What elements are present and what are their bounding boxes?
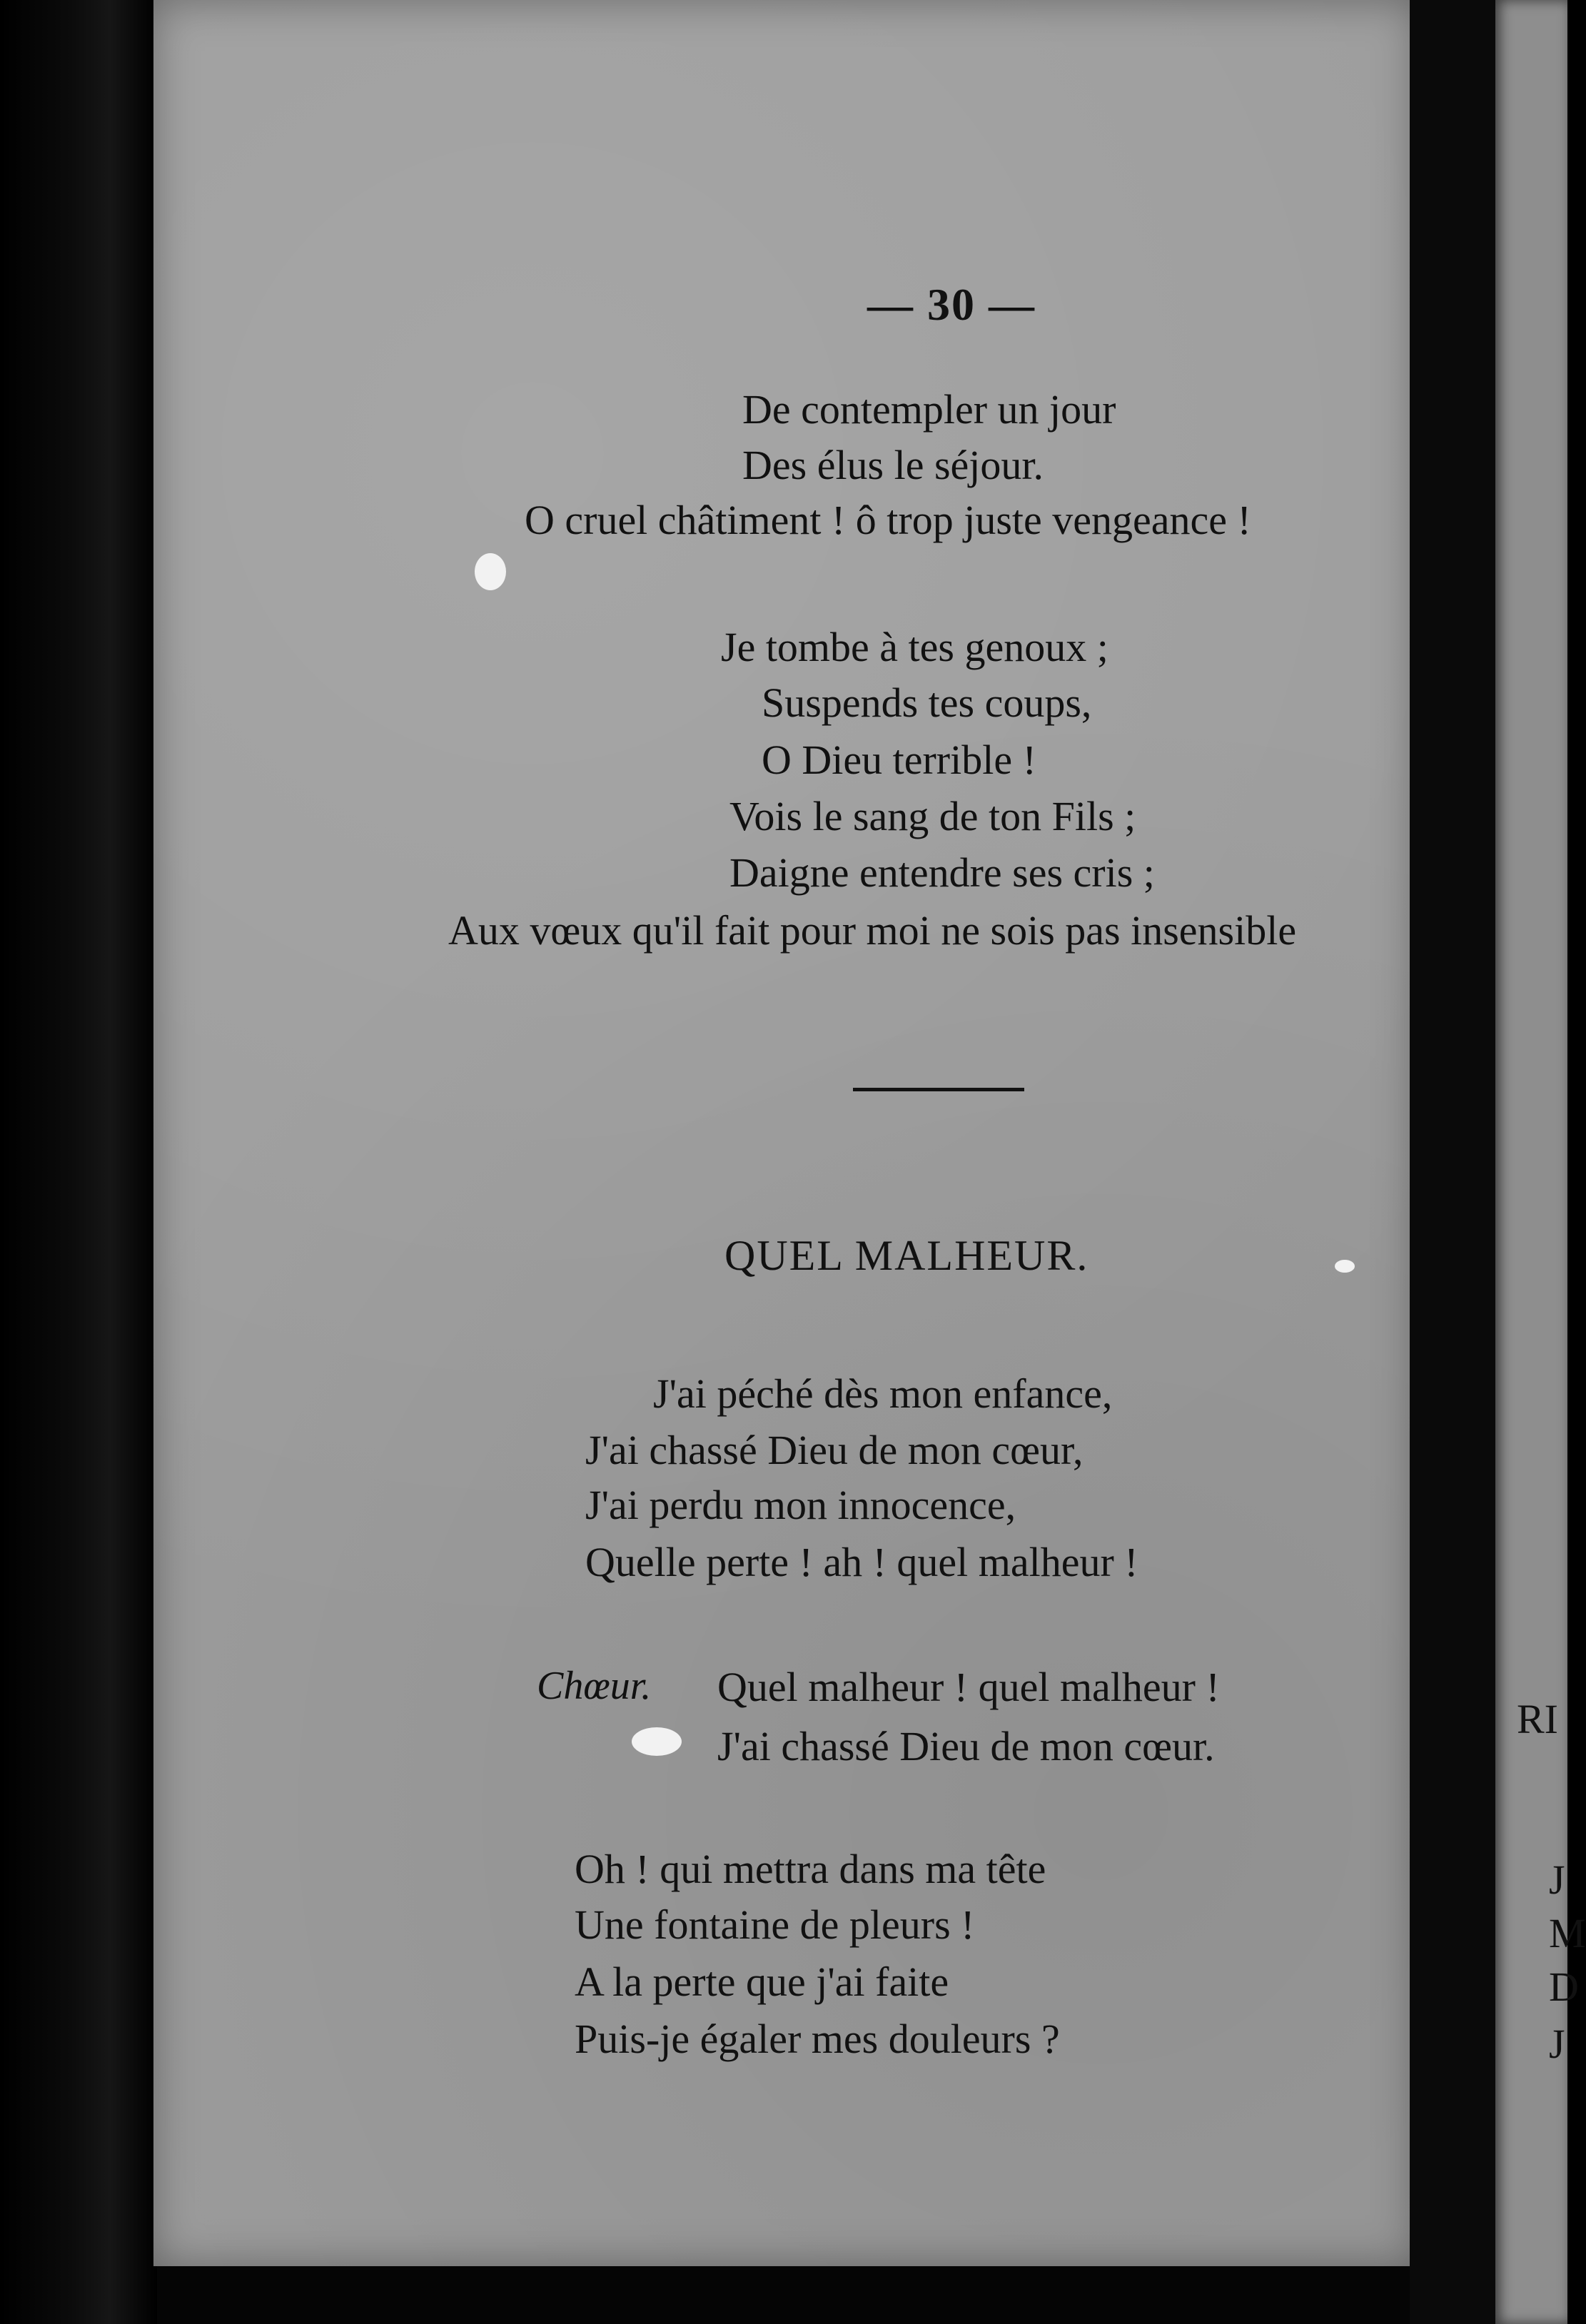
page-number: — 30 — xyxy=(867,279,1036,330)
verse-line: Vois le sang de ton Fils ; xyxy=(729,793,1136,839)
verse-line: A la perte que j'ai faite xyxy=(575,1959,949,2005)
paper-damage-spot xyxy=(632,1727,682,1756)
verse-line: Je tombe à tes genoux ; xyxy=(721,624,1108,670)
verse-line: Une fontaine de pleurs ! xyxy=(575,1901,975,1948)
verse-line: J'ai perdu mon innocence, xyxy=(585,1482,1016,1528)
adjacent-page-fragment: J xyxy=(1549,2021,1565,2067)
verse-line: O Dieu terrible ! xyxy=(762,737,1036,783)
section-title: QUEL MALHEUR. xyxy=(724,1232,1089,1279)
chorus-line: Quel malheur ! quel malheur ! xyxy=(717,1664,1220,1710)
verse-line: Des élus le séjour. xyxy=(742,442,1044,488)
chorus-label: Chœur. xyxy=(537,1664,652,1708)
left-binding-edge xyxy=(0,0,157,2324)
verse-line: Oh ! qui mettra dans ma tête xyxy=(575,1846,1046,1892)
adjacent-page-fragment: RI xyxy=(1517,1696,1558,1742)
adjacent-page-fragment: D xyxy=(1549,1964,1579,2010)
verse-line: O cruel châtiment ! ô trop juste vengeance ! xyxy=(525,497,1251,543)
paper-damage-spot xyxy=(1335,1260,1355,1273)
chorus-line: J'ai chassé Dieu de mon cœur. xyxy=(717,1723,1215,1769)
verse-line: J'ai chassé Dieu de mon cœur, xyxy=(585,1427,1084,1473)
adjacent-page-fragment: J xyxy=(1549,1856,1565,1903)
verse-line: J'ai péché dès mon enfance, xyxy=(653,1370,1113,1417)
verse-line: Suspends tes coups, xyxy=(762,679,1092,726)
verse-line: Quelle perte ! ah ! quel malheur ! xyxy=(585,1539,1138,1585)
verse-line: Aux vœux qu'il fait pour moi ne sois pas insensible xyxy=(448,907,1297,954)
adjacent-page-fragment: M xyxy=(1549,1910,1586,1956)
verse-line: Daigne entendre ses cris ; xyxy=(729,849,1155,896)
paper-damage-spot xyxy=(475,553,506,590)
verse-line: Puis-je égaler mes douleurs ? xyxy=(575,2016,1060,2062)
section-separator xyxy=(853,1088,1024,1091)
book-gutter xyxy=(1410,0,1495,2324)
verse-line: De contempler un jour xyxy=(742,386,1116,433)
